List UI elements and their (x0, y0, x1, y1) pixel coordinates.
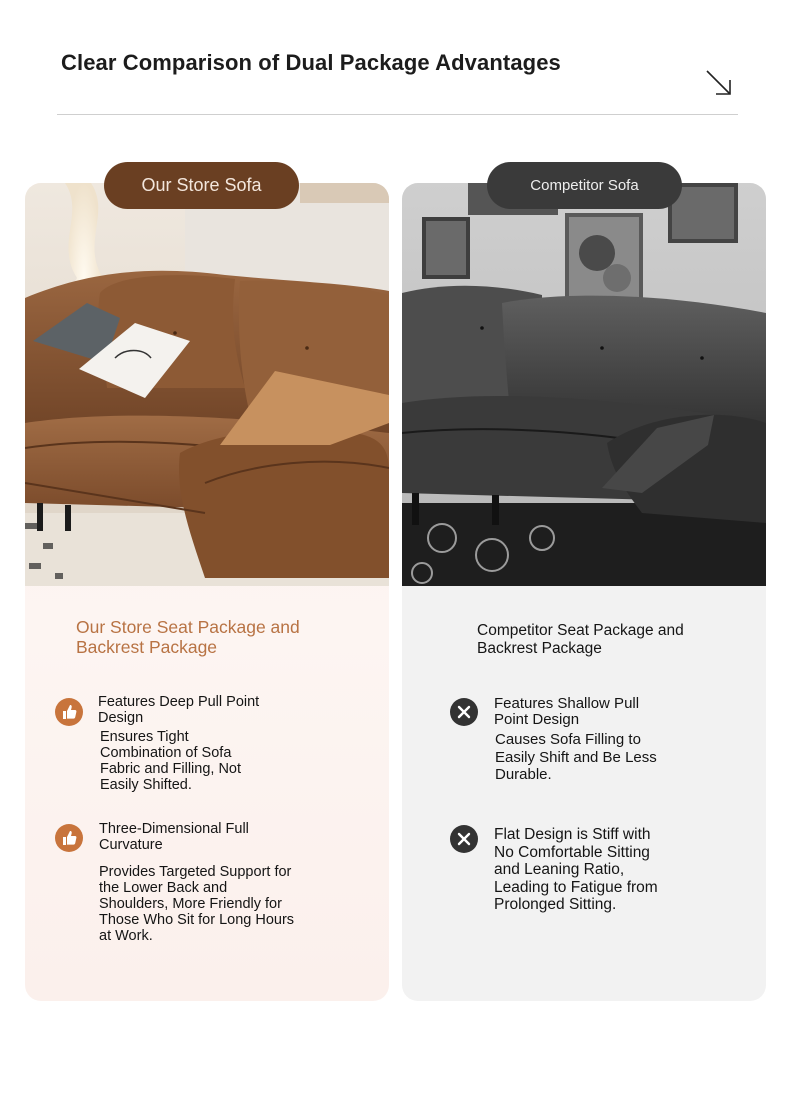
x-circle-icon (449, 824, 479, 854)
our-store-badge-label: Our Store Sofa (141, 175, 262, 195)
competitor-badge-label: Competitor Sofa (530, 177, 639, 194)
our-store-badge (104, 162, 299, 209)
our-store-package-title: Our Store Seat Package and Backrest Package (76, 617, 300, 657)
our-store-sofa-photo (25, 183, 389, 586)
our-store-feature-2-title: Three-Dimensional Full Curvature (99, 821, 249, 853)
x-circle-icon (449, 697, 479, 727)
competitor-feature-1-body: Causes Sofa Filling to Easily Shift and Be Less Durable. (495, 731, 657, 783)
thumbs-up-icon (54, 697, 84, 727)
competitor-badge (487, 162, 682, 209)
our-store-feature-2-body: Provides Targeted Support for the Lower Back and Shoulders, More Friendly for Those Who Sit for Long Hours at Work. (99, 864, 295, 944)
competitor-sofa-photo (402, 183, 766, 586)
competitor-feature-2-text: Flat Design is Stiff with No Comfortable Sitting and Leaning Ratio, Leading to Fatigue from Prolonged Sitting. (494, 826, 658, 913)
thumbs-up-icon (54, 823, 84, 853)
arrow-down-right-icon (704, 68, 734, 98)
our-store-feature-1-title: Features Deep Pull Point Design (98, 694, 260, 726)
header-divider (57, 114, 738, 115)
page-title: Clear Comparison of Dual Package Advantages (61, 50, 561, 75)
competitor-feature-1-title: Features Shallow Pull Point Design (494, 695, 640, 728)
our-store-feature-1-body: Ensures Tight Combination of Sofa Fabric and Filling, Not Easily Shifted. (100, 729, 242, 793)
competitor-package-title: Competitor Seat Package and Backrest Package (477, 622, 684, 657)
